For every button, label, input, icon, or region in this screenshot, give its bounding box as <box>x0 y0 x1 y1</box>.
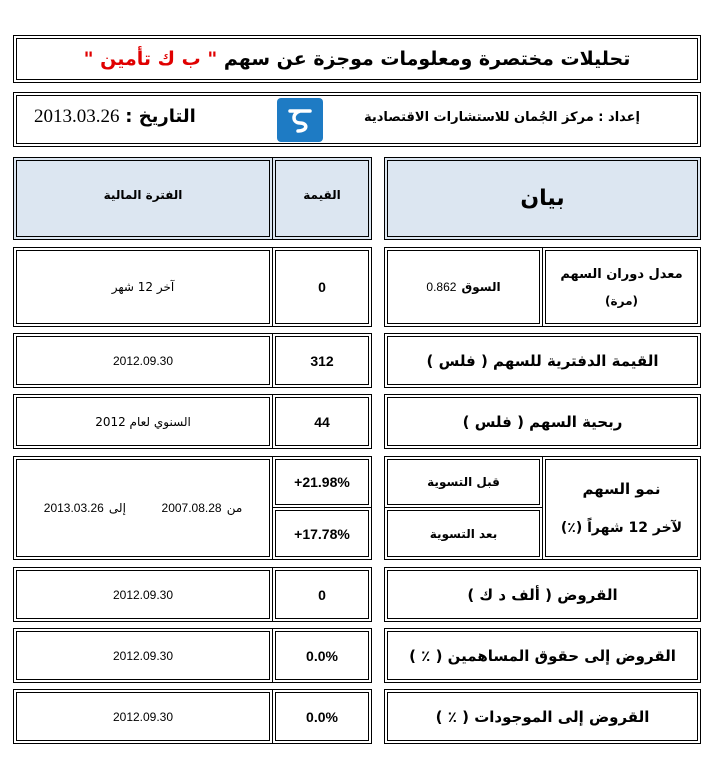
growth-from-date: 2007.08.28 <box>161 500 222 515</box>
turnover-label: معدل دوران السهم <box>560 266 683 282</box>
turnover-market-value: 0.862 <box>426 280 457 294</box>
eps-period: السنوي لعام 2012 <box>95 414 191 429</box>
eps-value: 44 <box>314 413 330 430</box>
turnover-label-cell <box>542 247 701 327</box>
company-logo <box>277 98 323 142</box>
loans-assets-label-cell <box>384 689 701 744</box>
growth-period-cell <box>13 456 273 560</box>
header-item: بيان <box>520 186 565 211</box>
prepared-by-label: إعداد : <box>598 110 640 125</box>
eps-period-cell <box>13 394 273 449</box>
header-value: القيمة <box>303 188 341 202</box>
stock-name: " ب ك تأمين " <box>83 48 218 70</box>
growth-to-date: 2013.03.26 <box>43 500 104 515</box>
header-item-cell <box>384 157 701 240</box>
growth-before-label: قبل التسوية <box>427 475 500 489</box>
loans-assets-value: 0.0% <box>306 708 338 725</box>
loans-assets-period: 2012.09.30 <box>112 709 174 724</box>
loans-equity-label-cell <box>384 628 701 683</box>
prepared-by-value: مركز الجُمان للاستشارات الاقتصادية <box>363 110 594 125</box>
loans-assets-period-cell <box>13 689 273 744</box>
book-value-label-cell <box>384 333 701 388</box>
loans-equity-value: 0.0% <box>306 647 338 664</box>
loans-value-cell <box>272 567 372 622</box>
eps-label: ربحية السهم ( فلس ) <box>462 412 623 431</box>
growth-from-label: من <box>226 500 243 515</box>
loans-value: 0 <box>318 586 326 603</box>
growth-label: نمو السهم <box>582 480 661 498</box>
book-value-label: القيمة الدفترية للسهم ( فلس ) <box>426 351 659 370</box>
loans-label: القروض ( ألف د ك ) <box>467 585 618 604</box>
header-period: الفترة المالية <box>103 188 183 202</box>
loans-period-cell <box>13 567 273 622</box>
turnover-market-cell <box>384 247 543 327</box>
turnover-value: 0 <box>318 279 326 295</box>
date-value: 2013.03.26 <box>34 106 120 127</box>
eps-label-cell <box>384 394 701 449</box>
loans-assets-value-cell <box>272 689 372 744</box>
loans-equity-label: القروض إلى حقوق المساهمين ( ٪ ) <box>409 646 676 665</box>
loans-equity-period: 2012.09.30 <box>112 648 174 663</box>
growth-sub-label: لآخر 12 شهراً (٪) <box>560 520 683 536</box>
growth-after-label-cell <box>384 507 543 560</box>
eps-value-cell <box>272 394 372 449</box>
growth-after-value: +17.78% <box>294 525 350 542</box>
turnover-period-cell <box>13 247 273 327</box>
growth-before-value: +21.98% <box>294 474 350 490</box>
page-title-main: تحليلات مختصرة ومعلومات موجزة عن سهم <box>223 48 631 70</box>
turnover-value-cell <box>272 247 372 327</box>
book-value-period-cell <box>13 333 273 388</box>
report-date <box>34 106 196 128</box>
title-box <box>13 35 701 83</box>
turnover-market-label: السوق <box>461 280 501 294</box>
book-value-value: 312 <box>310 352 334 369</box>
growth-label-cell <box>542 456 701 560</box>
loans-period: 2012.09.30 <box>112 587 174 602</box>
growth-after-label: بعد التسوية <box>429 526 498 541</box>
logo-mark-icon <box>282 103 318 137</box>
growth-before-label-cell <box>384 456 543 508</box>
header-period-cell <box>13 157 273 240</box>
header-value-cell <box>272 157 372 240</box>
turnover-period: آخر 12 شهر <box>111 280 175 294</box>
growth-after-value-cell <box>272 507 372 560</box>
growth-before-value-cell <box>272 456 372 508</box>
book-value-value-cell <box>272 333 372 388</box>
loans-assets-label: القروض إلى الموجودات ( ٪ ) <box>435 707 650 726</box>
loans-equity-value-cell <box>272 628 372 683</box>
loans-label-cell <box>384 567 701 622</box>
info-box <box>13 92 701 147</box>
prepared-by <box>364 110 640 125</box>
page-title <box>84 48 631 70</box>
growth-period <box>44 497 242 516</box>
turnover-unit: (مرة) <box>605 293 638 308</box>
book-value-period: 2012.09.30 <box>112 353 174 368</box>
growth-to-label: إلى <box>108 500 126 515</box>
date-label: التاريخ : <box>125 106 196 127</box>
loans-equity-period-cell <box>13 628 273 683</box>
